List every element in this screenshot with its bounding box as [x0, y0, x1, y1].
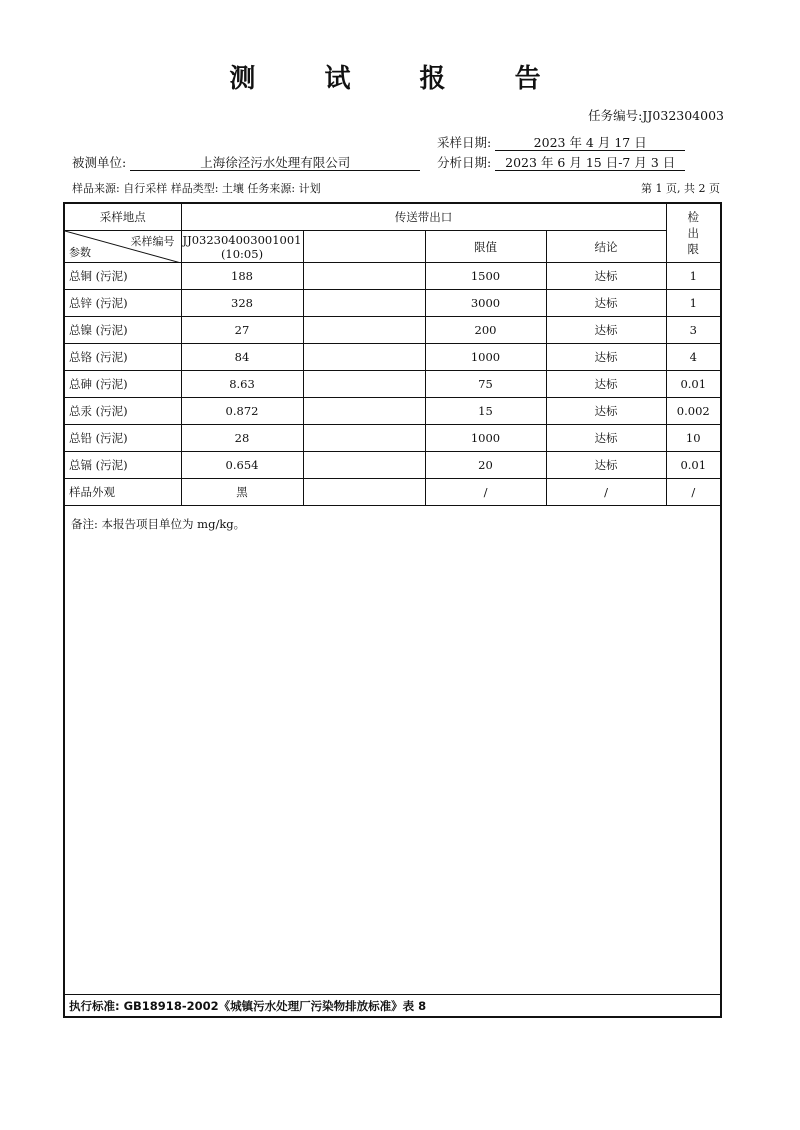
table-row [65, 398, 720, 425]
limit-header: 限值 [425, 231, 546, 263]
detection-limit-cell: 0.01 [666, 452, 720, 479]
value-cell: 0.654 [181, 452, 303, 479]
limit-cell: 15 [425, 398, 546, 425]
table-row [65, 425, 720, 452]
param-cell: 总铜 (污泥) [65, 263, 181, 290]
empty-cell [303, 479, 425, 506]
param-cell: 总铅 (污泥) [65, 425, 181, 452]
detection-limit-cell: / [666, 479, 720, 506]
client-value: 上海徐泾污水处理有限公司 [130, 155, 420, 171]
param-cell: 总镉 (污泥) [65, 452, 181, 479]
sample-source-line: 样品来源: 自行采样 样品类型: 土壤 任务来源: 计划 [72, 182, 321, 195]
detection-limit-cell: 0.01 [666, 371, 720, 398]
empty-cell [303, 371, 425, 398]
sampling-date-label: 采样日期: [437, 135, 492, 150]
param-cell: 总镍 (污泥) [65, 317, 181, 344]
conclusion-cell: 达标 [546, 452, 666, 479]
remark-note: 备注: 本报告项目单位为 mg/kg。 [71, 517, 246, 531]
value-cell: 27 [181, 317, 303, 344]
sample-number-label: 采样编号 [130, 235, 175, 248]
detection-limit-cell: 1 [666, 290, 720, 317]
task-number [588, 106, 724, 124]
limit-cell: 3000 [425, 290, 546, 317]
analysis-date-label: 分析日期: [437, 155, 492, 170]
empty-cell [303, 452, 425, 479]
sample-id: JJ032304003001001 [182, 232, 302, 247]
detection-limit-cell: 1 [666, 263, 720, 290]
sampling-date [437, 133, 685, 151]
report-title: 测 试 报 告 [229, 64, 571, 94]
site-row [65, 204, 720, 231]
param-cell: 总汞 (污泥) [65, 398, 181, 425]
parameter-label: 参数 [69, 246, 91, 259]
detection-limit-cell: 0.002 [666, 398, 720, 425]
value-cell: 0.872 [181, 398, 303, 425]
value-cell: 8.63 [181, 371, 303, 398]
param-cell: 总铬 (污泥) [65, 344, 181, 371]
empty-cell [303, 398, 425, 425]
diagonal-header-cell [65, 231, 181, 263]
empty-cell [303, 344, 425, 371]
page-info: 第 1 页, 共 2 页 [641, 182, 720, 195]
empty-cell [303, 290, 425, 317]
limit-cell: 1000 [425, 425, 546, 452]
conclusion-cell: 达标 [546, 398, 666, 425]
value-cell: 188 [181, 263, 303, 290]
site-label: 采样地点 [65, 204, 181, 231]
table-row [65, 290, 720, 317]
table-row [65, 317, 720, 344]
sample-time: (10:05) [220, 246, 264, 261]
table-row [65, 371, 720, 398]
sample-id-header [181, 231, 303, 263]
table-row [65, 344, 720, 371]
client-label: 被测单位: [72, 155, 127, 170]
limit-cell: / [425, 479, 546, 506]
client-unit [72, 153, 420, 171]
report-frame [63, 202, 722, 1018]
site-value: 传送带出口 [181, 204, 666, 231]
conclusion-cell: 达标 [546, 425, 666, 452]
conclusion-cell: 达标 [546, 344, 666, 371]
conclusion-cell: 达标 [546, 290, 666, 317]
limit-cell: 1500 [425, 263, 546, 290]
detection-limit-cell: 4 [666, 344, 720, 371]
value-cell: 328 [181, 290, 303, 317]
results-table [65, 204, 720, 506]
empty-cell [303, 263, 425, 290]
detection-limit-header [666, 204, 720, 263]
value-cell: 84 [181, 344, 303, 371]
analysis-date [437, 153, 685, 171]
detection-limit-cell: 3 [666, 317, 720, 344]
table-row [65, 479, 720, 506]
empty-header-cell [303, 231, 425, 263]
limit-cell: 75 [425, 371, 546, 398]
empty-cell [303, 425, 425, 452]
limit-cell: 200 [425, 317, 546, 344]
limit-cell: 1000 [425, 344, 546, 371]
conclusion-cell: 达标 [546, 317, 666, 344]
param-cell: 总砷 (污泥) [65, 371, 181, 398]
conclusion-cell: 达标 [546, 263, 666, 290]
task-number-value: JJ032304003 [642, 108, 724, 123]
param-cell: 样品外观 [65, 479, 181, 506]
empty-cell [303, 317, 425, 344]
conclusion-header: 结论 [546, 231, 666, 263]
conclusion-cell: / [546, 479, 666, 506]
limit-cell: 20 [425, 452, 546, 479]
analysis-date-value: 2023 年 6 月 15 日-7 月 3 日 [495, 155, 685, 171]
conclusion-cell: 达标 [546, 371, 666, 398]
standard-footer: 执行标准: GB18918-2002《城镇污水处理厂污染物排放标准》表 8 [65, 994, 720, 1016]
task-number-label: 任务编号: [588, 108, 643, 123]
column-header-row [65, 231, 720, 263]
table-row [65, 452, 720, 479]
value-cell: 黑 [181, 479, 303, 506]
detection-limit-header-text: 检出限 [687, 210, 699, 256]
param-cell: 总锌 (污泥) [65, 290, 181, 317]
detection-limit-cell: 10 [666, 425, 720, 452]
value-cell: 28 [181, 425, 303, 452]
table-row [65, 263, 720, 290]
sampling-date-value: 2023 年 4 月 17 日 [495, 135, 685, 151]
